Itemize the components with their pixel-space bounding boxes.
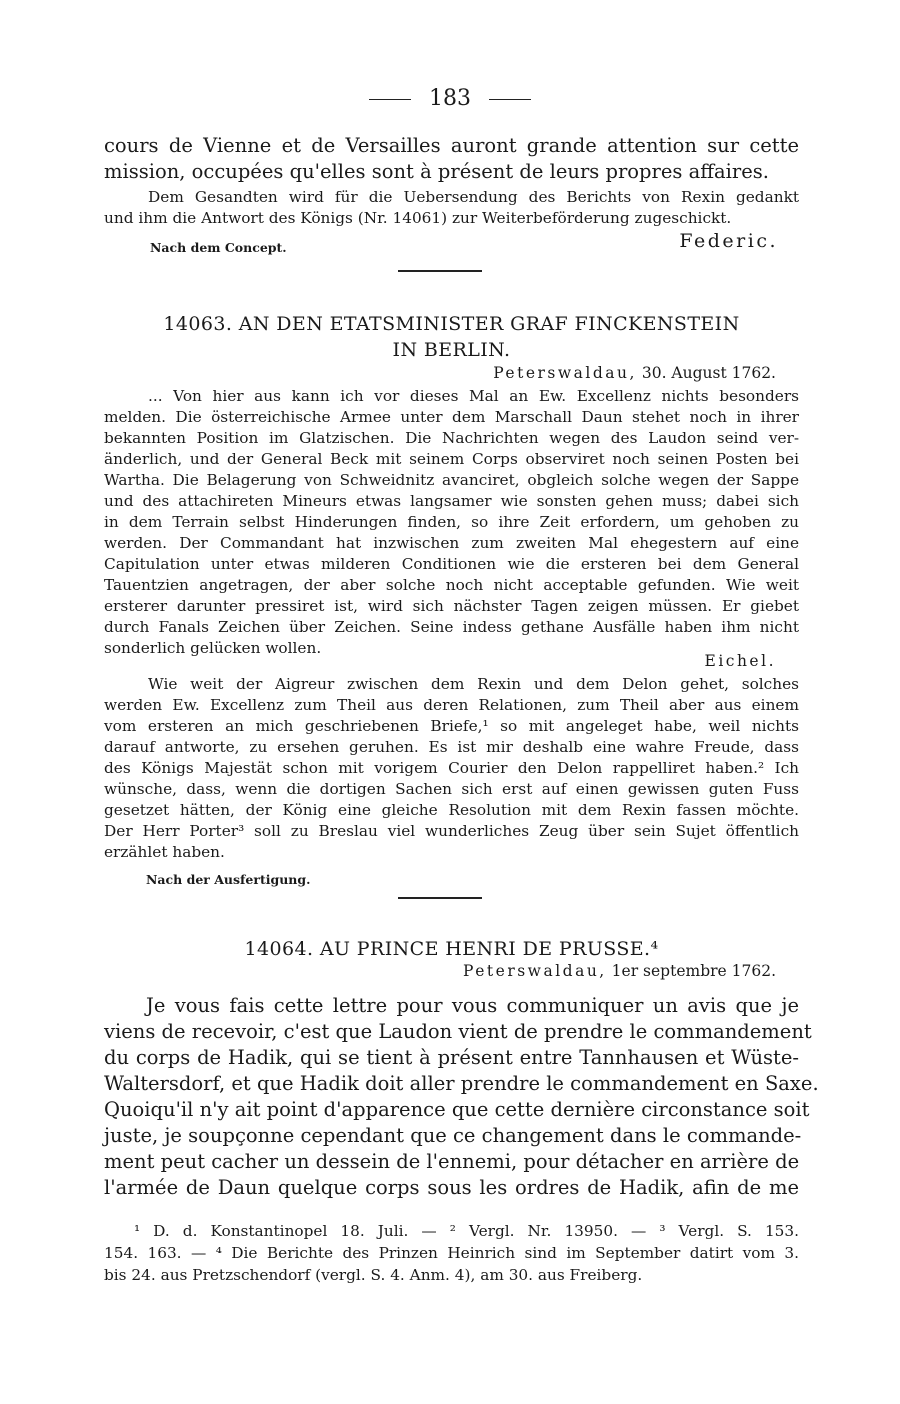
- letter-body: [104, 993, 819, 1201]
- text-line: Wie weit der Aigreur zwischen dem Rexin und dem Delon gehet, solches: [148, 675, 799, 693]
- text-line: und des attachireten Mineurs etwas langsamer wie sonsten gehen muss; dabei sich: [104, 492, 799, 510]
- intro-editor-note: [104, 187, 799, 229]
- footnote-line: bis 24. aus Pretzschendorf (vergl. S. 4. Anm. 4), am 30. aus Freiberg.: [104, 1266, 643, 1284]
- text-line: du corps de Hadik, qui se tient à présent entre Tannhausen et Wüste-: [104, 1046, 799, 1069]
- text-line: Capitulation unter etwas milderen Conditionen wie die ersteren bei dem General: [104, 555, 799, 573]
- text-line: Je vous fais cette lettre pour vous communiquer un avis que je: [146, 994, 799, 1017]
- text-line: ersterer darunter pressiret ist, wird sich nächster Tagen zeigen müssen. Er giebet: [104, 597, 799, 615]
- letter-heading-line: 14064. AU PRINCE HENRI DE PRUSSE.⁴: [244, 938, 659, 960]
- letter-date: 1er septembre 1762.: [611, 962, 776, 980]
- letter-heading-line: IN BERLIN.: [392, 339, 511, 361]
- letter-dateline: [463, 962, 776, 980]
- text-line: Quoiqu'il n'y ait point d'apparence que cette dernière circonstance soit: [104, 1098, 810, 1121]
- text-line: und ihm die Antwort des Königs (Nr. 14061) zur Weiterbeförderung zugeschickt.: [104, 209, 732, 227]
- text-line: melden. Die österreichische Armee unter dem Marschall Daun stehet noch in ihrer: [104, 408, 799, 426]
- text-line: ... Von hier aus kann ich vor dieses Mal an Ew. Excellenz nichts besonders: [148, 387, 799, 405]
- letter-dateline: [493, 364, 776, 382]
- text-line: Wartha. Die Belagerung von Schweidnitz avanciret, obgleich solche wegen der Sappe: [104, 471, 799, 489]
- letter-place: Peterswaldau,: [463, 962, 607, 980]
- letter-date: 30. August 1762.: [641, 364, 776, 382]
- intro-source-note: Nach dem Concept.: [150, 240, 287, 255]
- text-line: bekannten Position im Glatzischen. Die Nachrichten wegen des Laudon seind ver-: [104, 429, 799, 447]
- text-line: änderlich, und der General Beck mit seinem Corps observiret noch seinen Posten bei: [104, 450, 799, 468]
- footnote-line: ¹ D. d. Konstantinopel 18. Juli. — ² Vergl. Nr. 13950. — ³ Vergl. S. 153.: [134, 1222, 799, 1240]
- text-line: gesetzet hätten, der König eine gleiche Resolution mit dem Rexin fassen möchte.: [104, 801, 799, 819]
- footnote-line: 154. 163. — ⁴ Die Berichte des Prinzen Heinrich sind im September datirt vom 3.: [104, 1244, 799, 1262]
- text-line: werden Ew. Excellenz zum Theil aus deren Relationen, zum Theil aber aus einem: [104, 696, 799, 714]
- letter-signature: Eichel.: [704, 652, 776, 670]
- text-line: Dem Gesandten wird für die Uebersendung des Berichts von Rexin gedankt: [148, 188, 799, 206]
- text-line: l'armée de Daun quelque corps sous les ordres de Hadik, afin de me: [104, 1176, 799, 1199]
- letter-body: [104, 386, 799, 659]
- page-number: 183: [429, 86, 471, 111]
- footnotes: [104, 1221, 799, 1287]
- text-line: viens de recevoir, c'est que Laudon vient de prendre le commandement: [104, 1020, 812, 1043]
- page-number-dash-right: [489, 99, 531, 100]
- text-line: darauf antworte, zu ersehen geruhen. Es ist mir deshalb eine wahre Freude, dass: [104, 738, 799, 756]
- text-line: Tauentzien angetragen, der aber solche noch nicht acceptable gefunden. Wie weit: [104, 576, 799, 594]
- text-line: mission, occupées qu'elles sont à présent de leurs propres affaires.: [104, 160, 769, 183]
- page-number-row: [0, 86, 900, 111]
- text-line: in dem Terrain selbst Hinderungen finden, so ihre Zeit erfordern, um gehoben zu: [104, 513, 799, 531]
- page-number-dash-left: [369, 99, 411, 100]
- letter-heading: [104, 311, 799, 363]
- text-line: sonderlich gelücken wollen.: [104, 639, 322, 657]
- text-line: Waltersdorf, et que Hadik doit aller prendre le commandement en Saxe.: [104, 1072, 819, 1095]
- section-separator: [398, 270, 482, 272]
- text-line: wünsche, dass, wenn die dortigen Sachen sich erst auf einen gewissen guten Fuss: [104, 780, 799, 798]
- letter-postscript: [104, 674, 799, 863]
- text-line: des Königs Majestät schon mit vorigem Courier den Delon rappelliret haben.² Ich: [104, 759, 799, 777]
- intro-signature: Federic.: [679, 230, 778, 252]
- letter-source-note: Nach der Ausfertigung.: [146, 872, 311, 887]
- text-line: cours de Vienne et de Versailles auront grande attention sur cette: [104, 134, 799, 157]
- letter-heading-line: 14063. AN DEN ETATSMINISTER GRAF FINCKENSTEIN: [163, 313, 740, 335]
- intro-paragraph: [104, 133, 799, 185]
- text-line: ment peut cacher un dessein de l'ennemi, pour détacher en arrière de: [104, 1150, 800, 1173]
- text-line: Der Herr Porter³ soll zu Breslau viel wunderliches Zeug über sein Sujet öffentlich: [104, 822, 799, 840]
- text-line: durch Fanals Zeichen über Zeichen. Seine indess gethane Ausfälle haben ihm nicht: [104, 618, 799, 636]
- section-separator: [398, 897, 482, 899]
- text-line: erzählet haben.: [104, 843, 225, 861]
- letter-heading: [104, 936, 799, 962]
- text-line: vom ersteren an mich geschriebenen Briefe,¹ so mit angeleget habe, weil nichts: [104, 717, 799, 735]
- text-line: werden. Der Commandant hat inzwischen zum zweiten Mal ehegestern auf eine: [104, 534, 799, 552]
- letter-place: Peterswaldau,: [493, 364, 637, 382]
- text-line: juste, je soupçonne cependant que ce changement dans le commande-: [104, 1124, 802, 1147]
